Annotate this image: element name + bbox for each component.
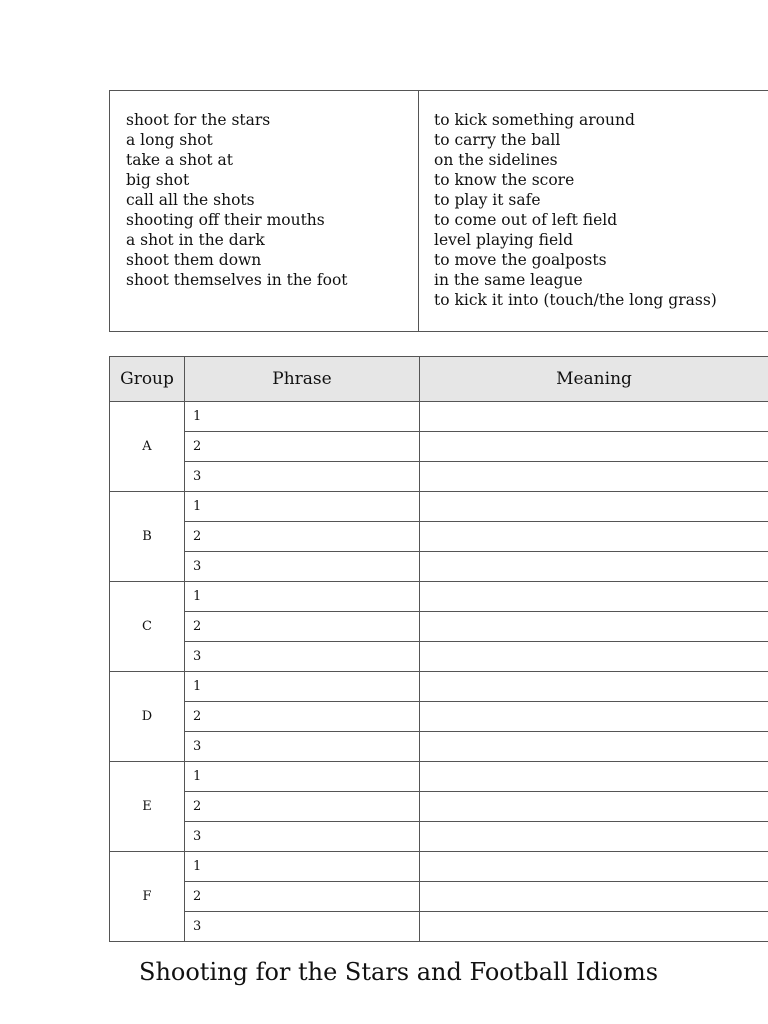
idiom-item: to kick something around [434,111,635,129]
phrase-cell[interactable]: 1 [185,852,420,882]
idiom-item: to move the goalposts [434,251,607,269]
idiom-item: in the same league [434,271,583,289]
phrase-cell[interactable]: 1 [185,402,420,432]
meaning-cell[interactable] [420,552,768,582]
meaning-cell[interactable] [420,762,768,792]
idiom-item: take a shot at [126,151,234,169]
idiom-item: big shot [126,171,190,189]
idiom-item: level playing field [434,231,574,249]
meaning-cell[interactable] [420,432,768,462]
meaning-cell[interactable] [420,492,768,522]
meaning-cell[interactable] [420,612,768,642]
idiom-item: shooting off their mouths [126,211,325,229]
table-row [110,492,768,522]
meaning-cell[interactable] [420,402,768,432]
group-label: C [110,582,185,672]
meaning-cell[interactable] [420,792,768,822]
idiom-item: to play it safe [434,191,541,209]
meaning-cell[interactable] [420,702,768,732]
group-label: D [110,672,185,762]
meaning-cell[interactable] [420,582,768,612]
grouping-table [109,356,768,942]
group-label: A [110,402,185,492]
group-label: B [110,492,185,582]
phrase-cell[interactable]: 3 [185,462,420,492]
table-row [110,642,768,672]
phrase-cell[interactable]: 1 [185,672,420,702]
idiom-item: a long shot [126,131,213,149]
table-row [110,732,768,762]
phrase-cell[interactable]: 1 [185,492,420,522]
idiom-item: to kick it into (touch/the long grass) [434,291,717,309]
meaning-cell[interactable] [420,522,768,552]
shooting-idioms-column [110,91,419,331]
table-row [110,912,768,942]
phrase-cell[interactable]: 3 [185,552,420,582]
table-row [110,702,768,732]
meaning-cell[interactable] [420,852,768,882]
idiom-item: to carry the ball [434,131,561,149]
football-idioms-column [419,91,768,331]
phrase-cell[interactable]: 2 [185,522,420,552]
phrase-cell[interactable]: 3 [185,732,420,762]
table-row [110,882,768,912]
meaning-cell[interactable] [420,912,768,942]
page-footer-title: Shooting for the Stars and Football Idioms [139,958,659,986]
group-label: E [110,762,185,852]
header-meaning: Meaning [420,357,768,402]
phrase-cell[interactable]: 1 [185,582,420,612]
idiom-item: shoot for the stars [126,111,271,129]
phrase-cell[interactable]: 3 [185,912,420,942]
phrase-cell[interactable]: 2 [185,882,420,912]
idiom-item: shoot themselves in the foot [126,271,348,289]
phrase-cell[interactable]: 2 [185,792,420,822]
phrase-cell[interactable]: 2 [185,432,420,462]
table-row [110,522,768,552]
table-header-row [110,357,768,402]
table-row [110,792,768,822]
meaning-cell[interactable] [420,462,768,492]
table-row [110,552,768,582]
phrase-cell[interactable]: 2 [185,702,420,732]
idiom-item: to know the score [434,171,575,189]
idiom-item: a shot in the dark [126,231,265,249]
idiom-item: call all the shots [126,191,255,209]
phrase-cell[interactable]: 2 [185,612,420,642]
table-row [110,612,768,642]
group-label: F [110,852,185,942]
phrase-cell[interactable]: 1 [185,762,420,792]
table-row [110,432,768,462]
header-phrase: Phrase [185,357,420,402]
table-row [110,582,768,612]
meaning-cell[interactable] [420,642,768,672]
table-body [110,402,768,942]
table-row [110,852,768,882]
header-group: Group [110,357,185,402]
idiom-item: on the sidelines [434,151,558,169]
meaning-cell[interactable] [420,822,768,852]
idiom-item: to come out of left field [434,211,618,229]
meaning-cell[interactable] [420,882,768,912]
table-row [110,822,768,852]
meaning-cell[interactable] [420,732,768,762]
meaning-cell[interactable] [420,672,768,702]
table-row [110,462,768,492]
idiom-item: shoot them down [126,251,262,269]
idiom-list-box [109,90,768,332]
table-row [110,672,768,702]
table-row [110,762,768,792]
phrase-cell[interactable]: 3 [185,822,420,852]
phrase-cell[interactable]: 3 [185,642,420,672]
table-row [110,402,768,432]
